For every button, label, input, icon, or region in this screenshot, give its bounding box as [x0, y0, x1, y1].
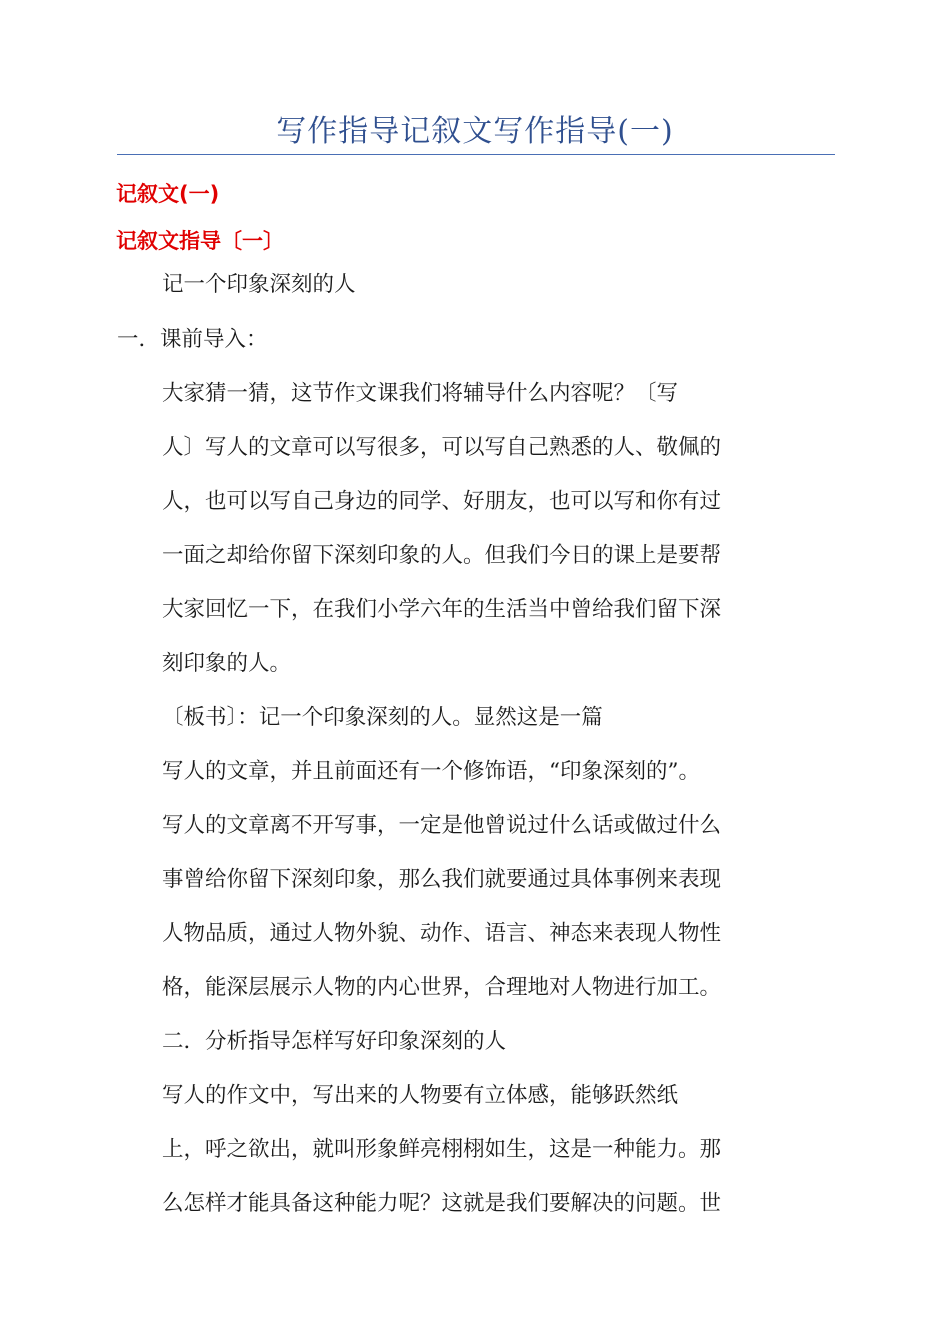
title-divider	[117, 154, 835, 155]
lesson-topic: 记一个印象深刻的人	[162, 272, 356, 297]
paragraph-line: 人〕写人的文章可以写很多，可以写自己熟悉的人、敬佩的	[162, 435, 722, 460]
paragraph-line: 大家回忆一下，在我们小学六年的生活当中曾给我们留下深	[162, 597, 722, 622]
paragraph-line: 上，呼之欲出，就叫形象鲜亮栩栩如生，这是一种能力。那	[162, 1137, 722, 1162]
paragraph-line: 格，能深层展示人物的内心世界，合理地对人物进行加工。	[162, 975, 722, 1000]
paragraph-line: 事曾给你留下深刻印象，那么我们就要通过具体事例来表现	[162, 867, 722, 892]
paragraph-line: 刻印象的人。	[162, 651, 292, 676]
part-two-heading: 二．分析指导怎样写好印象深刻的人	[162, 1029, 507, 1054]
subsection-heading: 记叙文指导〔一〕	[116, 229, 284, 253]
part-one-heading: 一．课前导入：	[117, 327, 268, 352]
document-title: 写作指导记叙文写作指导(一)	[276, 114, 674, 149]
paragraph-line: 写人的作文中，写出来的人物要有立体感，能够跃然纸	[162, 1083, 679, 1108]
section-heading: 记叙文(一)	[116, 182, 220, 206]
paragraph-line: 人，也可以写自己身边的同学、好朋友，也可以写和你有过	[162, 489, 722, 514]
paragraph-line: 么怎样才能具备这种能力呢？这就是我们要解决的问题。世	[162, 1191, 722, 1216]
paragraph-line: 写人的文章，并且前面还有一个修饰语，“印象深刻的”。	[162, 759, 700, 784]
paragraph-line: 一面之却给你留下深刻印象的人。但我们今日的课上是要帮	[162, 543, 722, 568]
paragraph-line: 人物品质，通过人物外貌、动作、语言、神态来表现人物性	[162, 921, 722, 946]
paragraph-line: 〔板书〕：记一个印象深刻的人。显然这是一篇	[162, 705, 603, 730]
paragraph-line: 写人的文章离不开写事，一定是他曾说过什么话或做过什么	[162, 813, 722, 838]
paragraph-line: 大家猜一猜，这节作文课我们将辅导什么内容呢？〔写	[162, 381, 679, 406]
